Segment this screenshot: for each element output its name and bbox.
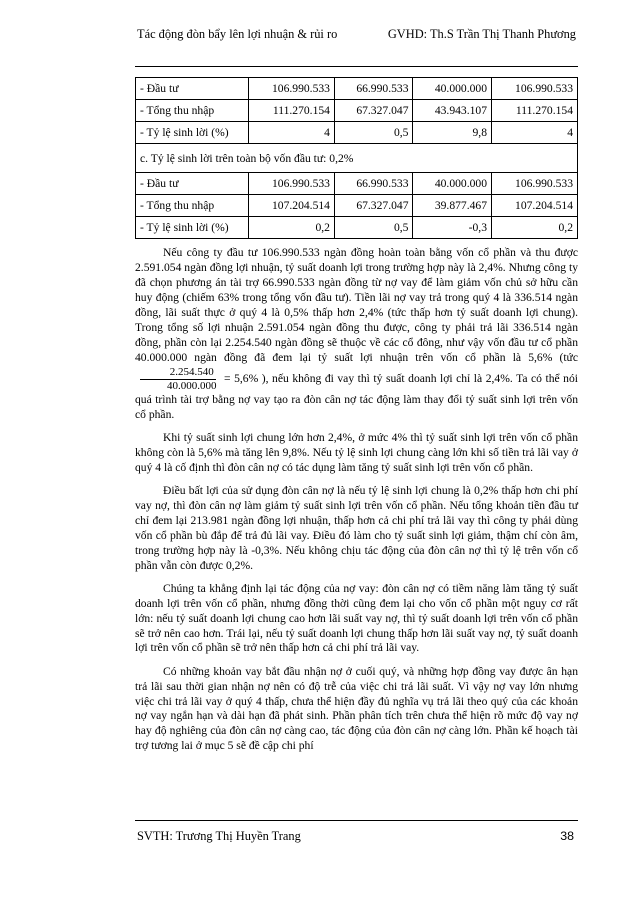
row-label: - Tỷ lệ sinh lời (%) [136,217,249,239]
paragraph: Chúng ta khẳng định lại tác động của nợ vay: đòn cân nợ có tiềm năng làm tăng tỷ suất doanh lợi trên vốn cổ phần, nhưng đồng thời cũng đem lại cho vốn cổ phần một nguy cơ rất lớn: nếu tỷ suất doanh lợi chung cao hơn lãi suất vay nợ, thì tỷ suất doanh lợi trên vốn cổ phần sẽ trở nên cao hơn. Trái lại, nếu tỷ suất doanh lợi chung thấp hơn lãi suất vay nợ, tỷ suất doanh lợi trên vốn cổ phần sẽ trở nên thấp hơn cả chi phí trả lãi vay. [135,581,578,655]
row-label: - Đầu tư [136,78,249,100]
table-row [136,217,578,239]
row-label: - Đầu tư [136,173,249,195]
cell-value: 106.990.533 [492,78,578,100]
fraction-result: = 5,6% ), nếu [224,371,289,385]
cell-value: 66.990.533 [334,173,413,195]
cell-value: 106.990.533 [492,173,578,195]
header-advisor: GVHD: Th.S Trần Thị Thanh Phương [387,27,576,41]
table-row [136,122,578,144]
cell-value: 43.943.107 [413,100,492,122]
cell-value: 106.990.533 [249,78,335,100]
paragraph: Có những khoản vay bắt đầu nhận nợ ở cuối quý, và những hợp đồng vay được ân hạn trả lãi sau thời gian nhận nợ nên có độ trễ của việc chi trả lãi suất. Vì vậy nợ vay lớn nhưng việc chi trả lãi vay ở quý 4 thấp, chưa thể hiện đầy đủ nghĩa vụ trả lãi theo quý của các khoản nợ vay ngắn hạn và dài hạn đã phát sinh. Phần phân tích trên chưa thể hiện rõ mức độ vay nợ hay độ nghiêng của đòn cân nợ càng cao, tác động của đòn cân nợ càng lớn. Phần kế hoạch tài trợ tương lai ở mục 5 sẽ đề cập chi phí [135,664,578,753]
table-row [136,100,578,122]
cell-value: 0,5 [334,122,413,144]
table-row [136,78,578,100]
paragraph [135,246,578,423]
cell-value: 67.327.047 [334,100,413,122]
header-title: Tác động đòn bẩy lên lợi nhuận & rủi ro [137,27,338,41]
cell-value: 39.877.467 [413,195,492,217]
row-label: - Tỷ lệ sinh lời (%) [136,122,249,144]
page-number: 38 [560,829,574,843]
paragraph: Điều bất lợi của sử dụng đòn cân nợ là nếu tỷ lệ sinh lợi chung là 0,2% thấp hơn chi phí vay nợ, thì đòn cân nợ làm giảm tỷ suất sinh lợi trên vốn cổ phần. Nếu tổng khoản tiền đầu tư chỉ đem lại 213.981 ngàn đồng lợi nhuận, thấp hơn cả chi phí trả lãi vay thì công ty phải dùng vốn cổ phần bù đắp để trả đủ lãi vay. Điều đó làm cho tỷ suất sinh lợi giảm, thậm chí còn âm, trong trường hợp này là -0,3%. Nếu không chịu tác động của đòn cân nợ thì tỷ lệ trên vốn cổ phần vẫn còn được 0,2%. [135,483,578,572]
row-label: - Tổng thu nhập [136,195,249,217]
fraction-denominator: 40.000.000 [167,379,217,392]
table-section-row [136,144,578,173]
paragraph-text: không đi vay thì tỷ suất doanh lợi chỉ là 2,4%. Ta có thể nói quá trình tài trợ bằng nợ vay tạo ra đòn cân nợ tác động làm thay đổi tỷ suất sinh lợi trên vốn cổ phần. [135,371,578,421]
page-header [137,27,576,42]
cell-value: 111.270.154 [492,100,578,122]
cell-value: 0,2 [249,217,335,239]
cell-value: 0,2 [492,217,578,239]
cell-value: 66.990.533 [334,78,413,100]
footer-author: SVTH: Trương Thị Huyền Trang [137,829,301,843]
paragraph: Khi tỷ suất sinh lợi chung lớn hơn 2,4%, ở mức 4% thì tỷ suất sinh lợi trên vốn cổ phần không còn là 5,6% mà tăng lên 9,8%. Nếu tỷ lệ sinh lợi chung càng lớn khi số tiền trả lãi vay ở quý 4 là cố định thì đòn cân nợ có tác dụng làm tăng tỷ suất sinh lợi trên vốn cổ phần. [135,430,578,474]
cell-value: 40.000.000 [413,78,492,100]
cell-value: 9,8 [413,122,492,144]
cell-value: 4 [249,122,335,144]
cell-value: 67.327.047 [334,195,413,217]
page-footer [137,829,574,844]
body-text [135,246,578,763]
fraction-numerator: 2.254.540 [140,366,216,380]
cell-value: 106.990.533 [249,173,335,195]
section-heading-c: c. Tỷ lệ sinh lời trên toàn bộ vốn đầu tư: 0,2% [136,144,578,173]
table-row [136,173,578,195]
footer-rule [135,820,578,821]
cell-value: 0,5 [334,217,413,239]
investment-table [135,77,578,239]
header-rule [135,66,578,67]
cell-value: 107.204.514 [249,195,335,217]
paragraph-text: Nếu công ty đầu tư 106.990.533 ngàn đồng hoàn toàn bằng vốn cổ phần và thu được 2.591.054 ngàn đồng lợi nhuận, tỷ suất doanh lợi trong trường hợp này là 2,4%. Nhưng công ty đã chọn phương án tài trợ 66.990.533 ngàn đồng từ nợ vay để làm giảm vốn chủ sở hữu cần huy động (chiếm 63% trong tổng vốn đầu tư). Tiền lãi nợ vay trả trong quý 4 là 336.514 ngàn đồng, lãi suất thực ở quý 4 là 0,5% thấp hơn 2,4% (tức thấp hơn tỷ suất doanh lợi chung). Trong tổng số lợi nhuận 2.591.054 ngàn đồng thu được, công ty phải trả lãi 336.514 ngàn đồng, phần còn lại 2.254.540 ngàn đồng sẽ thuộc về các cổ đông, như vậy vốn đầu tư cổ phần 40.000.000 ngàn đồng đã đem lại tỷ suất lợi nhuận trên vốn cổ phần là 5,6% (tức [135,246,578,364]
cell-value: 107.204.514 [492,195,578,217]
cell-value: 111.270.154 [249,100,335,122]
cell-value: 4 [492,122,578,144]
cell-value: 40.000.000 [413,173,492,195]
table-row [136,195,578,217]
row-label: - Tổng thu nhập [136,100,249,122]
cell-value: -0,3 [413,217,492,239]
fraction [137,366,219,393]
